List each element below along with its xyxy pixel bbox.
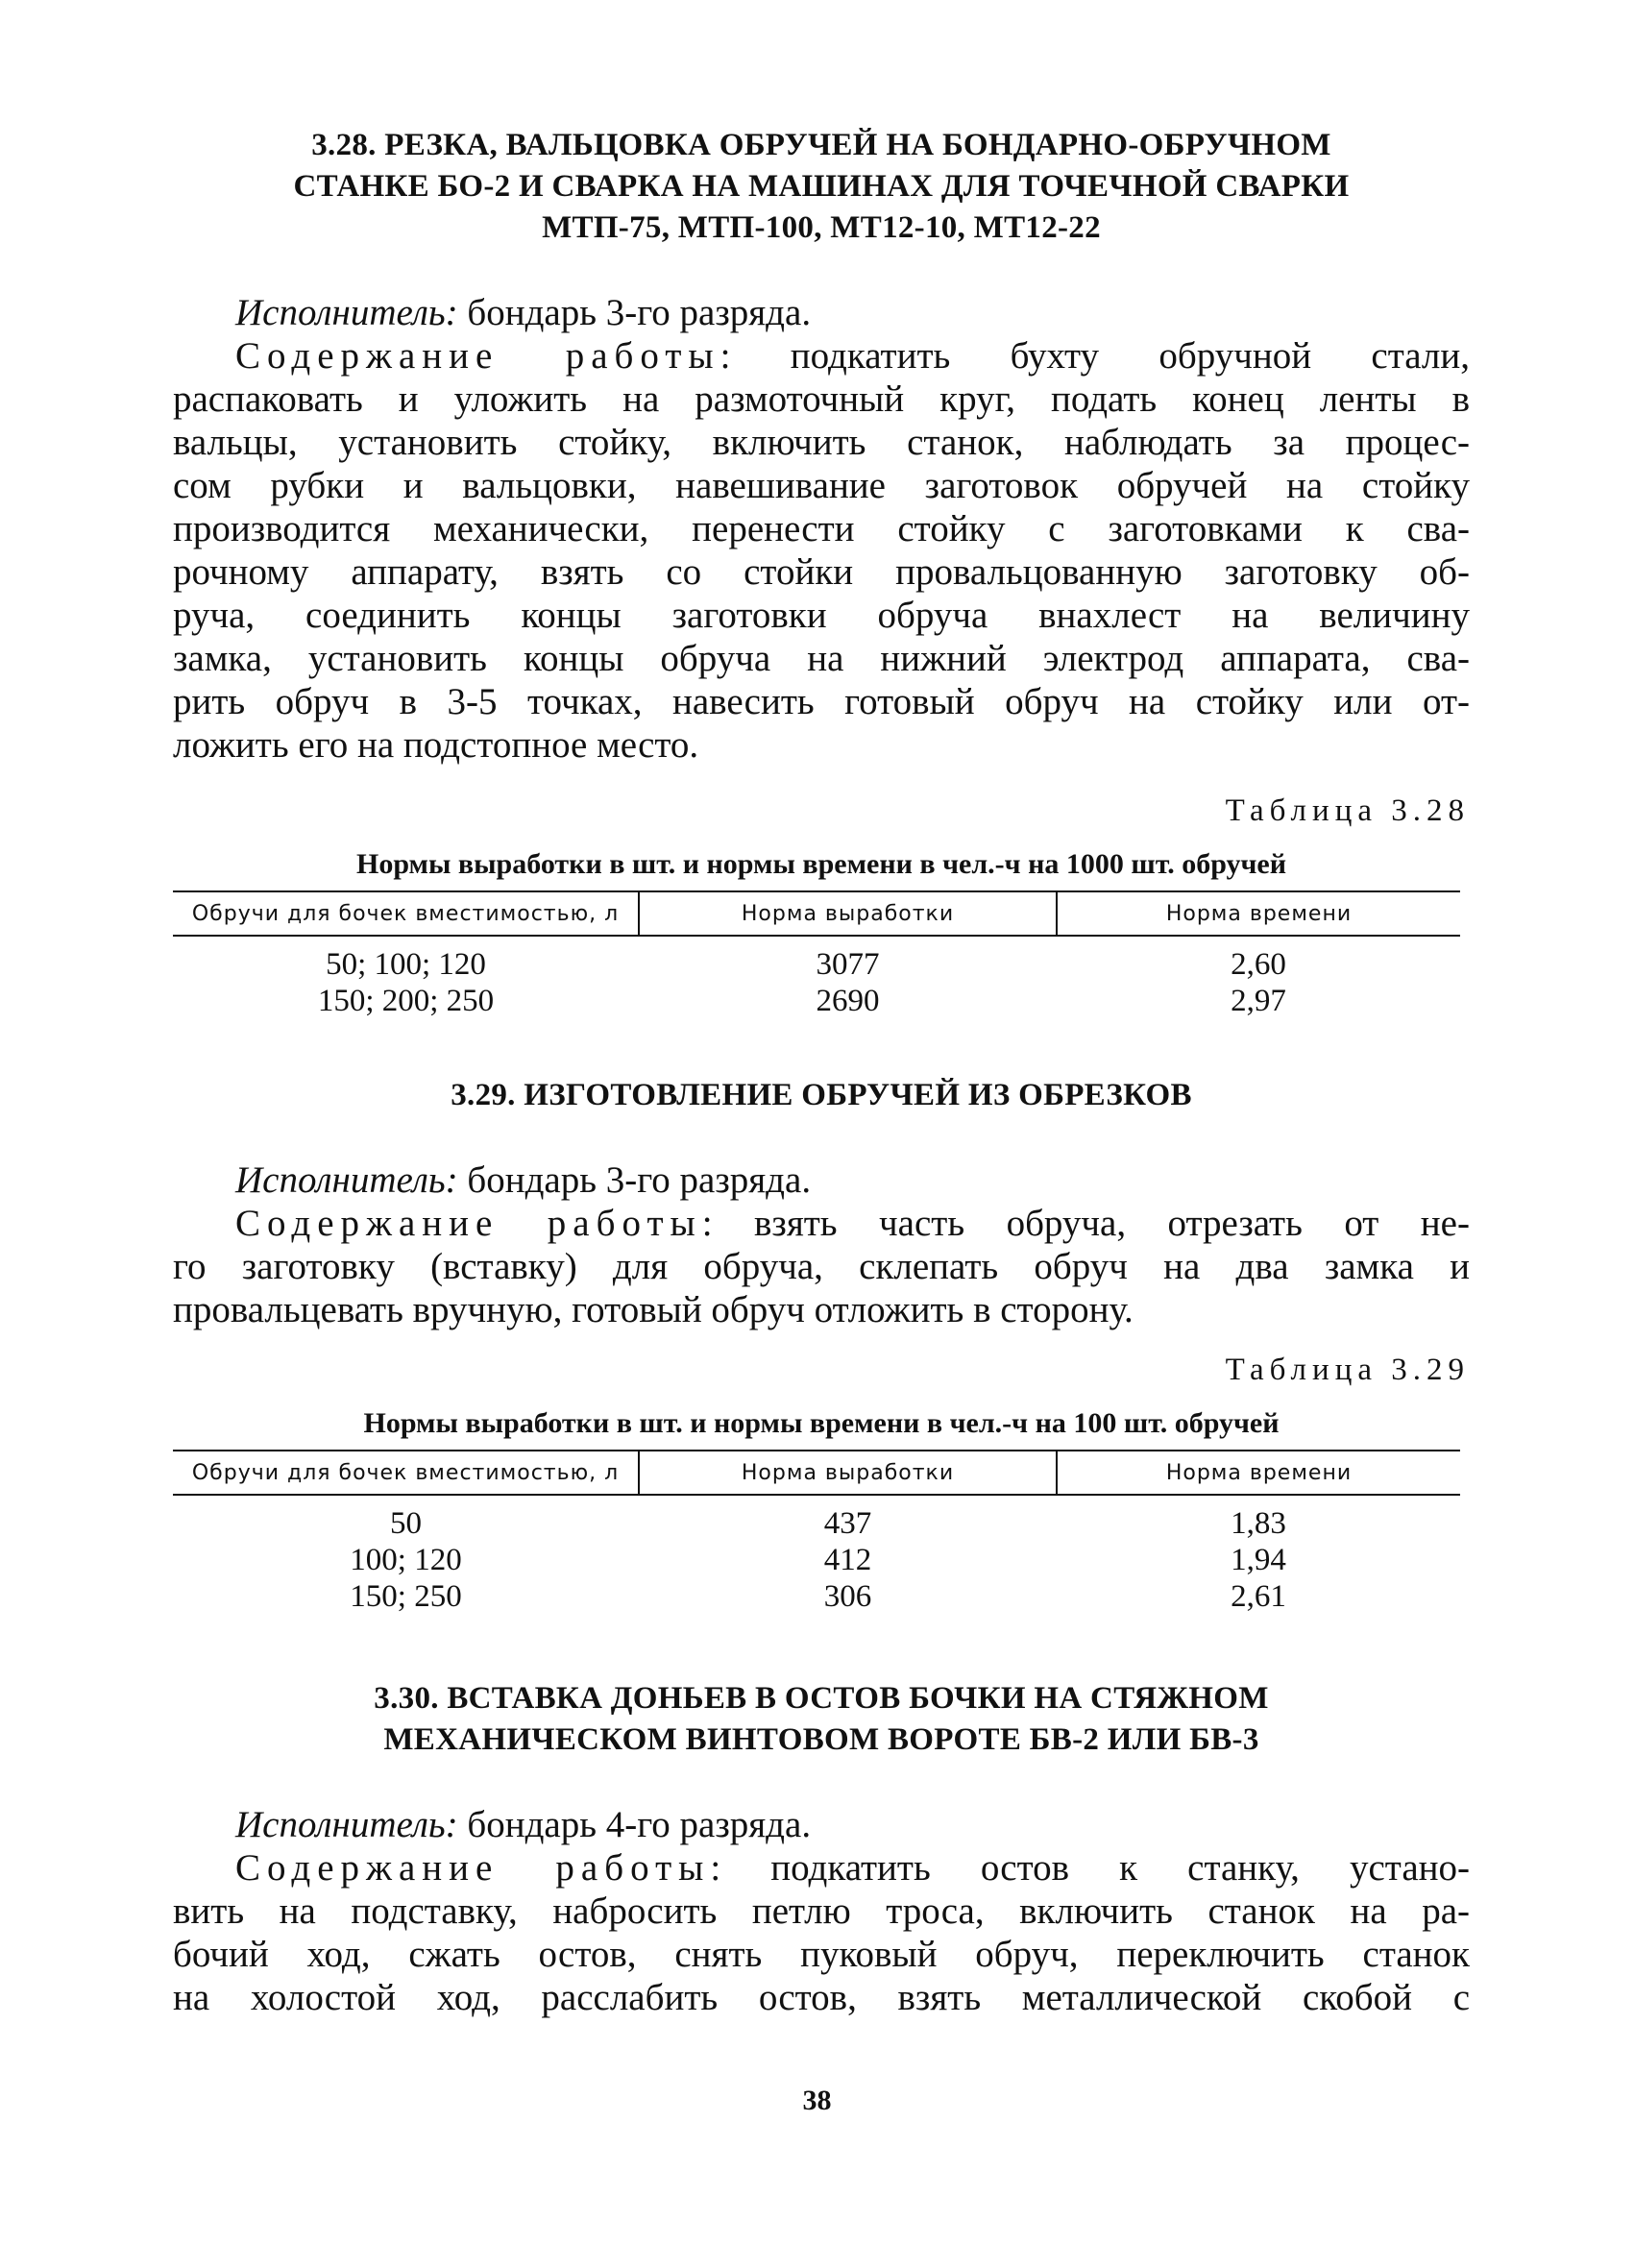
content-line: производится механически, перенести стойку с заготовками к сва-	[173, 508, 1470, 549]
content-label: Содержание работы	[235, 1847, 711, 1889]
table-cell: 50	[390, 1506, 422, 1541]
table-row	[173, 1578, 1460, 1615]
document-page	[173, 125, 1470, 2019]
section-3-30-heading	[173, 1678, 1470, 1761]
table-cell: 2690	[816, 984, 880, 1018]
table-row	[173, 936, 1460, 983]
table-cell: 306	[823, 1579, 872, 1614]
table-cell: 437	[823, 1506, 872, 1541]
executor-text: бондарь 3-го разряда.	[457, 292, 812, 333]
heading-line: СТАНКЕ БО-2 И СВАРКА НА МАШИНАХ ДЛЯ ТОЧЕЧНОЙ СВАРКИ	[293, 169, 1350, 204]
heading-line: 3.28. РЕЗКА, ВАЛЬЦОВКА ОБРУЧЕЙ НА БОНДАРНО-ОБРУЧНОМ	[311, 128, 1331, 162]
heading-line: МТП-75, МТП-100, МТ12-10, МТ12-22	[542, 210, 1101, 245]
table-cell: 2,60	[1231, 947, 1286, 982]
table-3-29-caption: Нормы выработки в шт. и нормы времени в чел.-ч на 100 шт. обручей	[363, 1407, 1280, 1439]
content-line: Содержание работы: подкатить остов к станку, устано-	[235, 1847, 1470, 1889]
table-3-28-label: Таблица 3.28	[1225, 793, 1470, 828]
section-3-29-heading: 3.29. ИЗГОТОВЛЕНИЕ ОБРУЧЕЙ ИЗ ОБРЕЗКОВ	[451, 1078, 1192, 1112]
section-3-30-executor	[173, 1803, 1470, 1846]
table-cell: 2,97	[1231, 984, 1286, 1018]
table-3-28-caption: Нормы выработки в шт. и нормы времени в чел.-ч на 1000 шт. обручей	[355, 848, 1286, 880]
table-3-29-label: Таблица 3.29	[1225, 1353, 1470, 1387]
content-line: рочному аппарату, взять со стойки провальцованную заготовку об-	[173, 551, 1470, 593]
table-cell: 150; 250	[350, 1579, 462, 1614]
executor-text: бондарь 3-го разряда.	[457, 1159, 812, 1201]
content-line: ложить его на подстопное место.	[173, 724, 699, 766]
content-line: распаковать и уложить на размоточный круг, подать конец ленты в	[173, 378, 1470, 420]
content-line: замка, установить концы обруча на нижний электрод аппарата, сва-	[173, 638, 1470, 679]
content-line: Содержание работы: взять часть обруча, отрезать от не-	[235, 1203, 1470, 1244]
executor-label: Исполнитель:	[235, 1159, 458, 1201]
content-line: провальцевать вручную, готовый обруч отложить в сторону.	[173, 1289, 1134, 1330]
content-line: вить на подставку, набросить петлю троса, включить станок на ра-	[173, 1890, 1470, 1932]
table-3-28	[173, 890, 1460, 1019]
content-line: го заготовку (вставку) для обруча, склепать обруч на два замка и	[173, 1246, 1470, 1287]
content-line: сом рубки и вальцовки, навешивание заготовок обручей на стойку	[173, 465, 1470, 506]
content-line: вальцы, установить стойку, включить станок, наблюдать за процес-	[173, 422, 1470, 463]
heading-line: 3.30. ВСТАВКА ДОНЬЕВ В ОСТОВ БОЧКИ НА СТЯЖНОМ	[374, 1681, 1269, 1716]
table-row	[173, 1542, 1460, 1578]
table-row	[173, 1495, 1460, 1542]
executor-label: Исполнитель:	[235, 1804, 458, 1845]
table-cell: 50; 100; 120	[326, 947, 486, 982]
section-3-28-heading	[173, 125, 1470, 249]
content-line: рить обруч в 3-5 точках, навесить готовый обруч на стойку или от-	[173, 681, 1470, 722]
content-line: руча, соединить концы заготовки обруча внахлест на величину	[173, 595, 1470, 636]
content-label: Содержание работы	[235, 335, 720, 377]
executor-text: бондарь 4-го разряда.	[457, 1804, 812, 1845]
table-cell: 100; 120	[350, 1543, 462, 1577]
table-header-row	[173, 1451, 1460, 1495]
column-header: Обручи для бочек вместимостью, л	[173, 891, 639, 936]
content-label: Содержание работы	[235, 1203, 702, 1244]
content-line: Содержание работы: подкатить бухту обручной стали,	[235, 335, 1470, 377]
section-3-29-executor	[173, 1158, 1470, 1202]
page-number: 38	[802, 2085, 832, 2116]
table-header-row	[173, 891, 1460, 936]
content-line: на холостой ход, расслабить остов, взять металлической скобой с	[173, 1977, 1470, 2018]
column-header: Норма выработки	[639, 891, 1057, 936]
table-cell: 3077	[816, 947, 880, 982]
column-header: Норма времени	[1057, 1451, 1460, 1495]
table-cell: 2,61	[1231, 1579, 1286, 1614]
content-line: бочий ход, сжать остов, снять пуковый обруч, переключить станок	[173, 1934, 1470, 1975]
table-cell: 1,94	[1231, 1543, 1286, 1577]
column-header: Норма времени	[1057, 891, 1460, 936]
section-3-30-content	[173, 1846, 1470, 2019]
table-cell: 412	[823, 1543, 872, 1577]
section-3-28-executor	[173, 291, 1470, 334]
column-header: Обручи для бочек вместимостью, л	[173, 1451, 639, 1495]
table-cell: 150; 200; 250	[317, 984, 495, 1018]
column-header: Норма выработки	[639, 1451, 1057, 1495]
table-cell: 1,83	[1231, 1506, 1286, 1541]
section-3-28-content	[173, 334, 1470, 767]
section-3-29-content	[173, 1202, 1470, 1331]
heading-line: МЕХАНИЧЕСКОМ ВИНТОВОМ ВОРОТЕ БВ-2 ИЛИ БВ-3	[383, 1722, 1259, 1757]
executor-label: Исполнитель:	[235, 292, 458, 333]
table-3-29	[173, 1450, 1460, 1615]
table-row	[173, 983, 1460, 1019]
